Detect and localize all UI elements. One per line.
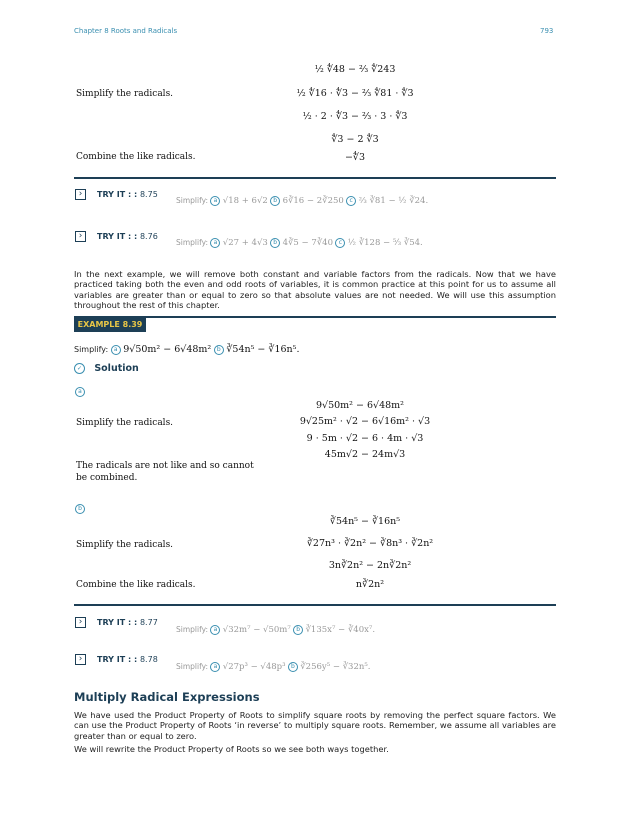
part-b-marker: b (288, 662, 298, 672)
part-b-marker: b (293, 625, 303, 635)
top-step1-label: Simplify the radicals. (76, 89, 174, 99)
part-b-step3-label: Combine the like radicals. (76, 580, 196, 590)
check-icon: ✓ (74, 363, 85, 374)
part-b-step1-label: Simplify the radicals. (76, 540, 174, 550)
try-it-875-title: TRY IT : : 8.75 (97, 190, 158, 199)
part-a-marker: a (210, 196, 220, 206)
part-a-step1: 9√25m² · √2 − 6√16m² · √3 (299, 416, 431, 427)
divider (74, 177, 556, 179)
page-number: 793 (540, 27, 554, 35)
top-expression: ½ ∜48 − ⅔ ∜243 (314, 64, 396, 75)
section-paragraph-2: We will rewrite the Product Property of Roots so we see both ways together. (74, 744, 389, 754)
part-c-marker: c (346, 196, 356, 206)
top-step3: ∜3 − 2 ∜3 (331, 134, 379, 145)
example-prompt: Simplify: a 9√50m² − 6√48m² b ∛54n⁵ − ∛16n⁵. (74, 344, 300, 355)
part-a-note: The radicals are not like and so cannot be combined. (76, 461, 254, 483)
part-b-marker: b (75, 504, 85, 514)
chevron-right-icon[interactable]: › (75, 189, 86, 200)
try-it-876-title: TRY IT : : 8.76 (97, 232, 158, 241)
try-it-876-body: Simplify: a √27 + 4√3 b 4∛5 − 7∛40 c ½ ∛128 − ⁵⁄₃ ∛54. (176, 238, 423, 248)
top-step1: ½ ∜16 · ∜3 − ⅔ ∜81 · ∜3 (296, 88, 414, 99)
chevron-right-icon[interactable]: › (75, 654, 86, 665)
part-c-marker: c (335, 238, 345, 248)
part-b-step2: 3n∛2n² − 2n∛2n² (328, 560, 412, 571)
top-step2: ½ · 2 · ∜3 − ⅔ · 3 · ∜3 (302, 111, 408, 122)
example-banner: EXAMPLE 8.39 (74, 316, 146, 332)
chevron-right-icon[interactable]: › (75, 231, 86, 242)
part-b-expression: ∛54n⁵ − ∛16n⁵ (329, 516, 401, 527)
part-a-marker: a (210, 625, 220, 635)
chevron-right-icon[interactable]: › (75, 617, 86, 628)
example-rule (146, 316, 556, 318)
part-a-step1-label: Simplify the radicals. (76, 418, 174, 428)
solution-heading: ✓ Solution (74, 363, 139, 374)
part-b-step3: n∛2n² (355, 579, 385, 590)
part-a-marker: a (210, 238, 220, 248)
part-a-step3: 45m√2 − 24m√3 (324, 449, 406, 460)
part-b-marker: b (270, 196, 280, 206)
try-it-877-body: Simplify: a √32m⁷ − √50m⁷ b ∛135x⁷ − ∛40x⁷. (176, 625, 376, 635)
try-it-878-body: Simplify: a √27p³ − √48p³ b ∛256y⁵ − ∛32n⁵. (176, 662, 371, 672)
part-b-marker: b (270, 238, 280, 248)
chapter-header: Chapter 8 Roots and Radicals (74, 27, 178, 35)
section-paragraph-1: We have used the Product Property of Roots to simplify square roots by removing the perfect square factors. We can use the Product Property of Roots ‘in reverse’ to multiply square roots. Remember, we assume all variables are greater than or equal to zero. (74, 710, 556, 741)
top-step4-label: Combine the like radicals. (76, 152, 196, 162)
try-it-877-title: TRY IT : : 8.77 (97, 618, 158, 627)
try-it-878-title: TRY IT : : 8.78 (97, 655, 158, 664)
top-step4: −∜3 (344, 152, 366, 163)
part-a-marker: a (111, 345, 121, 355)
section-title: Multiply Radical Expressions (74, 690, 260, 704)
try-it-875-body: Simplify: a √18 + 6√2 b 6∛16 − 2∛250 c ⅔ ∛81 − ½ ∛24. (176, 196, 429, 206)
part-a-marker: a (75, 387, 85, 397)
part-b-marker: b (214, 345, 224, 355)
part-a-step2: 9 · 5m · √2 − 6 · 4m · √3 (306, 433, 424, 444)
intro-paragraph: In the next example, we will remove both constant and variable factors from the radicals. Now that we have practiced taking both the even and odd roots of variables, it is common practice at this point for us to assume all variables are greater than or equal to zero so that absolute values are not needed. We will use this assumption throughout the rest of this chapter. (74, 269, 556, 310)
part-a-expression: 9√50m² − 6√48m² (315, 400, 404, 411)
part-b-step1: ∛27n³ · ∛2n² − ∛8n³ · ∛2n² (306, 538, 434, 549)
divider (74, 604, 556, 606)
part-a-marker: a (210, 662, 220, 672)
